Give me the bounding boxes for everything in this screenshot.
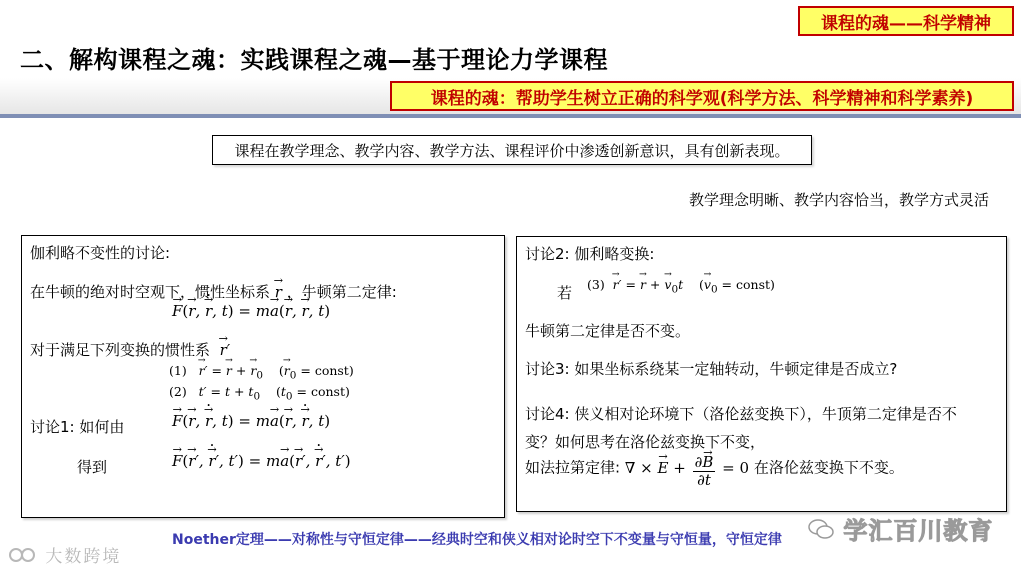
- equation-newton-second-law: → F(→ r, → r ·, t) = m→ a(→ r, → r ·, t): [172, 302, 330, 320]
- equation-galilean-transform: (3) → r′ = → r + → $v_0t$ (→ $v_0$ = const): [587, 277, 775, 296]
- watermark-left-text: 大数跨境: [45, 547, 122, 567]
- newton-frame-text: [30, 281, 397, 302]
- watermark-logo-icon: [8, 545, 38, 570]
- panel-heading: 伽利略不变性的讨论:: [30, 244, 171, 262]
- watermark-right-text: 学汇百川教育: [843, 517, 994, 545]
- eq-r-vector: → r: [275, 283, 282, 301]
- title-divider: [0, 114, 1021, 118]
- newton-frame-label: 在牛顿的绝对时空观下，惯性坐标系: [30, 283, 271, 301]
- discussion-2-heading: 讨论2: 伽利略变换:: [525, 245, 655, 263]
- watermark-right: [808, 511, 993, 546]
- teaching-note: 教学理念明晰、教学内容恰当，教学方式灵活: [688, 191, 989, 209]
- discussion-1-label: 讨论1: 如何由: [30, 418, 125, 436]
- equation-original-law: → F(→ r, → r ·, t) = m→ a(→ r, → r ·, t): [172, 412, 330, 430]
- galilean-transform-panel: [516, 236, 1007, 512]
- info-box: 课程在教学理念、教学内容、教学方法、课程评价中渗透创新意识，具有创新表现。: [212, 135, 812, 165]
- noether-theorem-line: Noether定理——对称性与守恒定律——经典时空和侠义相对论时空下不变量与守恒量，守恒定律: [172, 532, 782, 548]
- page-title: 二、解构课程之魂：实践课程之魂—基于理论力学课程: [20, 46, 608, 74]
- equation-faraday-law: ∇ × → E + $\frac{\partial\to B}{\partial t}$ = 0: [625, 459, 754, 477]
- equation-transform-1: (1) → r′ = → r + → $r_0$ (→ $r_0$ = const): [169, 363, 354, 382]
- faraday-tail: 在洛伦兹变换下不变。: [753, 458, 904, 477]
- faraday-label: 如法拉第定律:: [525, 458, 621, 477]
- wechat-icon: [808, 518, 834, 546]
- discussion-4-line2: 变？如何思考在洛伦兹变换下不变，: [525, 433, 766, 451]
- badge-course-soul-definition: 课程的魂：帮助学生树立正确的科学观(科学方法、科学精神和科学素养): [390, 81, 1014, 111]
- equation-transformed-law: → F(→ r′, → r ·′, t′) = m→ a(→ r′, → r ·′, t′): [172, 452, 351, 470]
- eq-r-prime: → r′: [215, 341, 230, 359]
- question-newton-invariance: 牛顿第二定律是否不变。: [525, 322, 691, 340]
- equation-transform-2: (2) $t' = t + t_0$ ($t_0$ = const): [169, 384, 350, 403]
- newton-law-label: ，牛顿第二定律:: [286, 283, 397, 301]
- watermark-left: [8, 542, 121, 570]
- faraday-law-line: [525, 449, 904, 488]
- discussion-4-line1: 讨论4: 侠义相对论环境下（洛伦兹变换下），牛顶第二定律是否不: [525, 405, 957, 423]
- discussion-3: 讨论3: 如果坐标系绕某一定轴转动，牛顿定律是否成立?: [525, 360, 898, 378]
- transform-frame-label: 对于满足下列变换的惯性系: [30, 341, 211, 359]
- galilean-invariance-panel: [21, 235, 505, 518]
- obtain-label: 得到: [77, 458, 108, 476]
- if-label: 若: [557, 284, 573, 302]
- badge-course-soul-spirit: 课程的魂——科学精神: [798, 6, 1014, 36]
